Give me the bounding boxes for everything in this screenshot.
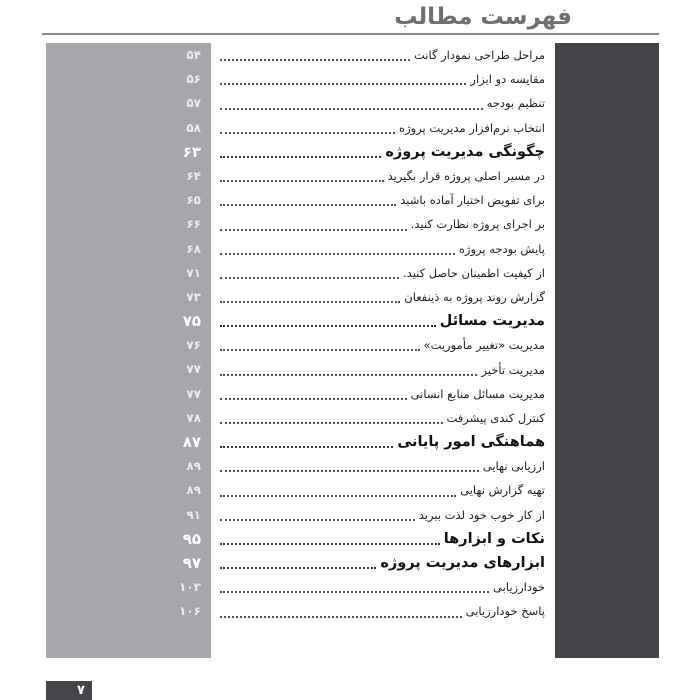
toc-entry[interactable] [46,91,555,115]
toc-section-entry[interactable] [46,527,555,551]
toc-dot-leader [220,108,483,110]
page-title: فهرست مطالب [394,4,572,30]
toc-entry-title: مدیریت تأخیر [481,362,545,377]
toc-entry[interactable] [46,478,555,502]
toc-entry[interactable] [46,116,555,140]
toc-entry[interactable] [46,43,555,67]
toc-entry-title: چگونگی مدیریت پروژه [385,143,545,160]
toc-page-number: ۱۰۶ [179,604,201,619]
toc-page-number: ۵۷ [186,96,201,111]
toc-dot-leader [220,616,462,618]
toc-page-number: ۱۰۳ [179,580,201,595]
toc-page-number: ۷۱ [186,265,201,280]
toc-entry-title: تهیه گزارش نهایی [460,483,545,498]
side-band [555,43,659,658]
toc-dot-leader [220,519,415,521]
toc-page-number: ۹۱ [186,507,201,522]
toc-entry-title: هماهنگی امور پایانی [397,434,545,451]
toc-entry-title: برای تفویض اختیار آماده باشید [400,193,545,208]
toc-dot-leader [220,446,393,448]
table-of-contents [46,43,555,624]
toc-entry-title: خودارزیابی [493,580,545,595]
toc-page-number: ۷۷ [186,362,201,377]
toc-entry-title: پایش بودجه پروژه [458,241,545,256]
toc-dot-leader [220,132,395,134]
toc-section-entry[interactable] [46,309,555,333]
toc-entry-title: ارزیابی نهایی [482,459,545,474]
title-divider [42,33,659,35]
toc-entry[interactable] [46,333,555,357]
toc-entry-title: مدیریت «تغییر مأموریت» [423,338,545,353]
toc-entry-title: گزارش روند پروژه به ذینفعان [404,289,545,304]
toc-dot-leader [220,277,399,279]
toc-entry[interactable] [46,237,555,261]
toc-dot-leader [220,543,440,545]
toc-page-number: ۷۶ [186,338,201,353]
toc-dot-leader [220,180,384,182]
toc-page-number: ۵۶ [186,72,201,87]
toc-dot-leader [220,349,420,351]
toc-dot-leader [220,59,410,61]
toc-page-number: ۹۵ [182,529,201,548]
toc-entry[interactable] [46,406,555,430]
toc-entry[interactable] [46,503,555,527]
toc-entry-title: از کار خوب خود لذت ببرید [418,507,545,522]
toc-dot-leader [220,398,407,400]
toc-entry[interactable] [46,67,555,91]
toc-entry[interactable] [46,357,555,381]
toc-entry-title: پاسخ خودارزیابی [465,604,545,619]
toc-dot-leader [220,470,479,472]
toc-entry-title: مدیریت مسائل [439,313,545,330]
toc-dot-leader [220,253,455,255]
toc-page-number: ۷۵ [182,312,201,331]
toc-dot-leader [220,229,407,231]
toc-entry[interactable] [46,599,555,623]
toc-page-number: ۸۷ [182,433,201,451]
toc-entry-title: بر اجرای پروژه نظارت کنید. [410,217,545,232]
toc-entry[interactable] [46,212,555,236]
toc-dot-leader [220,325,436,327]
toc-dot-leader [220,156,381,158]
toc-entry[interactable] [46,164,555,188]
toc-entry-title: نکات و ابزارها [443,530,545,547]
toc-entry-title: مقایسه دو ابزار [470,72,545,87]
toc-entry-title: انتخاب نرم‌افزار مدیریت پروژه [399,120,545,135]
toc-page-number: ۷۳ [186,289,201,304]
toc-page-number: ۶۵ [186,193,201,208]
toc-entry-title: مدیریت مسائل منابع انسانی [410,386,545,401]
toc-entry[interactable] [46,261,555,285]
toc-page-number: ۶۴ [186,168,201,183]
toc-page-number: ۵۴ [186,48,201,62]
toc-section-entry[interactable] [46,551,555,575]
toc-section-entry[interactable] [46,140,555,164]
toc-page-number: ۸۹ [186,483,201,498]
toc-page-number: ۶۸ [186,241,201,256]
toc-page-number: ۸۹ [186,459,201,474]
toc-dot-leader [220,495,456,497]
toc-page-number: ۶۶ [186,217,201,232]
toc-entry-title: از کیفیت اطمینان حاصل کنید. [403,265,545,280]
toc-entry[interactable] [46,575,555,599]
toc-dot-leader [220,83,466,85]
footer-page-number: ۷ [77,683,85,698]
toc-dot-leader [220,567,376,569]
toc-entry[interactable] [46,382,555,406]
toc-page-number: ۶۳ [182,142,201,161]
toc-page-number: ۵۸ [186,120,201,135]
toc-entry-title: در مسیر اصلی پروژه قرار بگیرید [387,169,545,184]
toc-page-number: ۷۸ [186,410,201,425]
toc-entry-title: کنترل کندی پیشرفت [446,410,545,425]
toc-entry[interactable] [46,285,555,309]
toc-dot-leader [220,301,400,303]
toc-dot-leader [220,374,477,376]
toc-section-entry[interactable] [46,430,555,454]
toc-page-number: ۷۷ [186,386,201,401]
toc-dot-leader [220,591,489,593]
toc-entry-title: مراحل طراحی نمودار گانت [413,48,545,63]
toc-entry-title: تنظیم بودجه [486,96,545,111]
toc-entry-title: ابزارهای مدیریت پروژه [380,555,545,572]
toc-page-number: ۹۷ [182,553,201,572]
toc-dot-leader [220,204,396,206]
toc-dot-leader [220,422,443,424]
toc-entry[interactable] [46,454,555,478]
toc-entry[interactable] [46,188,555,212]
